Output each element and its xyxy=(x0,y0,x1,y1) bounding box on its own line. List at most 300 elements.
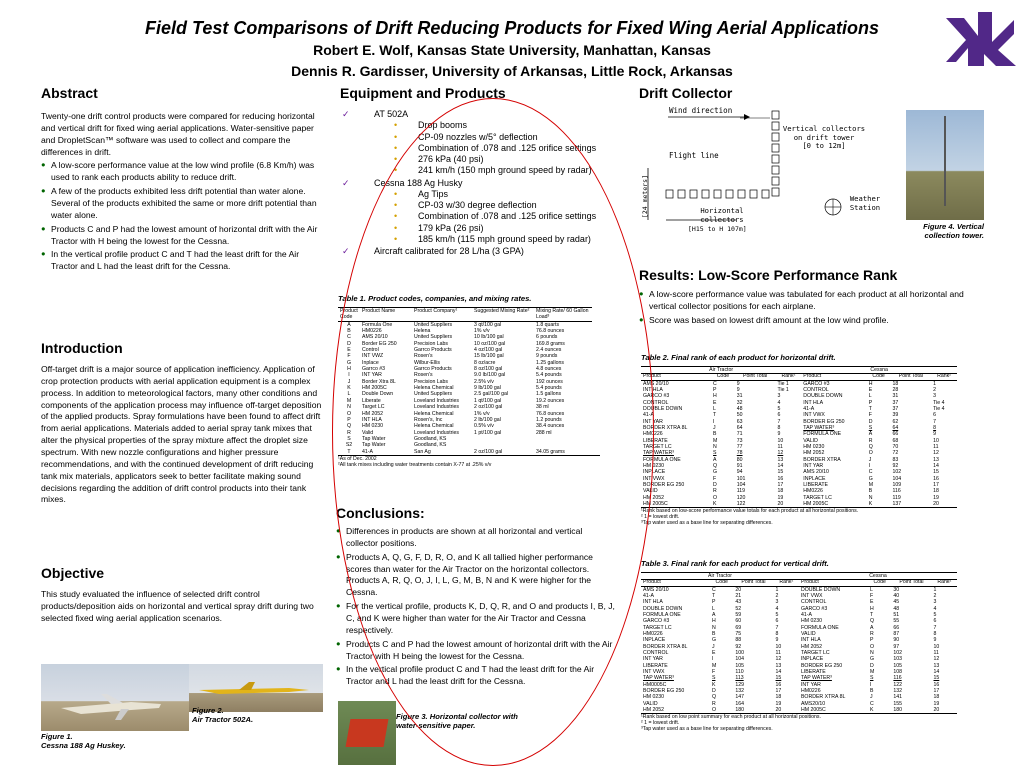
rank-cell: FORMULA ONE xyxy=(800,624,839,631)
rank-cell: 78 xyxy=(736,450,743,457)
table-1-cell: 34.05 grams xyxy=(536,448,565,455)
rank-cell: GARCO #3 xyxy=(643,618,670,625)
rank-cell: GARCO #3 xyxy=(800,605,828,612)
rank-cell: 4 xyxy=(777,399,781,406)
conclusions-bullets xyxy=(336,526,626,688)
rank-cell: P xyxy=(868,399,873,406)
rank-cell: 17 xyxy=(777,482,784,489)
rank-cell: 72 xyxy=(892,450,899,457)
rank-cell: B xyxy=(869,688,874,695)
table-1-cell: Border Xtra 8L xyxy=(362,378,396,385)
rank-cell: 15 xyxy=(933,469,939,476)
rank-cell: 155 xyxy=(893,700,903,707)
rank-cell: HM 0230 xyxy=(643,463,665,470)
university-logo-icon xyxy=(944,8,1016,70)
table-3-footnote: ² 1 = lowest drift. xyxy=(641,720,680,727)
horizontal-range-label: [H15 to H 107m] xyxy=(688,225,747,233)
table-1-header-cell: Product Name xyxy=(360,308,412,322)
rank-cell: R xyxy=(869,630,874,637)
rank-cell: 8 xyxy=(777,424,781,431)
table-1-section xyxy=(338,294,628,468)
vertical-collector-box xyxy=(772,155,779,163)
rank-cell: 75 xyxy=(735,630,742,637)
tower-label-line: Vertical collectors xyxy=(782,124,866,133)
rank-cell: 15 xyxy=(933,675,940,682)
table-1-cell: 10 lb/100 gal xyxy=(474,334,504,341)
rank-cell: INT VWX xyxy=(643,475,665,482)
abstract-bullets xyxy=(41,160,323,273)
rank-cell: 6 xyxy=(933,412,937,419)
rank-row xyxy=(641,586,957,593)
rank-cell: 113 xyxy=(735,675,744,682)
column-header-cell: Rank² xyxy=(775,374,801,380)
tower-label-line: on drift tower xyxy=(793,132,855,142)
table-1-cell: HM 2052 xyxy=(362,410,384,417)
table-1-cell: 6 pounds xyxy=(536,334,558,341)
rank-cell: 9 xyxy=(775,637,779,644)
abstract-bullet: ● Products C and P had the lowest amount of horizontal drift with the Air Tractor with H being the lowest for the Cessna. xyxy=(41,224,323,248)
horizontal-collector-box xyxy=(762,190,769,198)
rank-cell: 19 xyxy=(777,494,784,501)
table-1 xyxy=(338,307,592,455)
collector-plate xyxy=(346,719,389,747)
rank-cell: HM0226 xyxy=(643,431,663,438)
conclusions-heading: Conclusions: xyxy=(336,505,425,521)
table-1-cell: K xyxy=(347,385,351,392)
rank-cell: 41-A xyxy=(800,611,812,618)
rank-cell: O xyxy=(712,707,717,714)
rank-cell: 19 xyxy=(933,494,939,501)
table-1-cell: I xyxy=(348,372,350,379)
rank-cell: E xyxy=(869,599,874,606)
author-1-location: , Manhattan, Kansas xyxy=(575,42,711,58)
table-1-cell: 76.8 ounces xyxy=(536,328,565,335)
rank-cell: 9 xyxy=(933,637,937,644)
table-1-cell: 9.0 lb/100 gal xyxy=(474,372,506,379)
rank-table-body xyxy=(641,380,957,508)
results-section xyxy=(639,267,979,327)
table-1-cell: 4.8 ounces xyxy=(536,366,562,373)
table-2-section xyxy=(641,353,981,526)
rank-cell: 15 xyxy=(777,469,784,476)
table-1-cell: 2.5 gal/100 gal xyxy=(474,391,509,398)
rank-cell: E xyxy=(868,386,873,393)
rank-cell: AMS 20/10 xyxy=(643,586,669,593)
rank-cell: LIBERATE xyxy=(803,482,828,489)
rank-cell: D xyxy=(713,482,717,489)
rank-cell: 91 xyxy=(736,463,743,470)
table-1-cell: Precision Labs xyxy=(414,378,449,385)
rank-cell: 20 xyxy=(933,501,939,508)
rank-cell: 116 xyxy=(892,488,901,495)
rank-cell: 16 xyxy=(933,681,940,688)
rank-cell: T xyxy=(868,405,872,412)
rank-cell: HM 2005C xyxy=(803,501,829,508)
rank-cell: INPLACE xyxy=(643,469,666,476)
rank-cell: O xyxy=(869,643,875,650)
rank-cell: 102 xyxy=(892,469,902,476)
rank-cell: Q xyxy=(712,694,717,701)
rank-cell: BORDER EG 250 xyxy=(643,482,685,489)
table-1-cell: 38.4 ounces xyxy=(536,423,565,430)
rank-cell: 116 xyxy=(893,675,902,682)
rank-cell: 109 xyxy=(892,482,902,489)
column-header-cell: Rank² xyxy=(774,580,799,586)
rank-cell: B xyxy=(712,630,716,637)
rank-cell: 1 xyxy=(775,586,779,593)
rank-cell: 13 xyxy=(933,662,940,669)
results-bullets xyxy=(639,289,979,327)
rank-cell: 32 xyxy=(736,399,743,406)
abstract-bullet: ● A few of the products exhibited less drift potential than water alone. Several of the products exhibited the same or more drift potential than water alone. xyxy=(41,186,323,222)
rank-cell: A xyxy=(713,456,717,463)
table-1-cell: 8 oz/100 gal xyxy=(474,366,503,373)
rank-cell: 108 xyxy=(893,669,903,676)
rank-cell: 12 xyxy=(933,656,940,663)
table-1-cell: Garrco #3 xyxy=(362,366,386,373)
column-header-cell: Code xyxy=(867,374,891,380)
group-right-label: Cessna xyxy=(801,367,957,374)
equipment-subitem: • 179 kPa (26 psi) xyxy=(336,223,626,234)
vertical-collectors-label xyxy=(779,125,869,151)
results-bullet: ● A low-score performance value was tabulated for each product at all horizontal and vertical collector positions for each airplane. xyxy=(639,289,979,313)
rank-cell: 147 xyxy=(735,694,745,701)
rank-cell: 9 xyxy=(736,380,740,387)
table-1-cell: Loveland Industries xyxy=(414,397,459,404)
rank-cell: O xyxy=(713,494,718,501)
horizontal-collector-box xyxy=(738,190,745,198)
rank-cell: 2 xyxy=(775,592,779,599)
rank-cell: 60 xyxy=(735,618,742,625)
rank-cell: K xyxy=(869,707,874,714)
abstract-bullet: ● In the vertical profile product C and T had the least drift for the Air Tractor and L had the least drift for the Cessna. xyxy=(41,249,323,273)
rank-cell: T xyxy=(712,592,716,599)
rank-cell: 7 xyxy=(777,418,781,425)
rank-cell: 5 xyxy=(775,611,779,618)
horizontal-label-line: Horizontal xyxy=(700,206,744,215)
introduction-body: Off-target drift is a major source of application inefficiency. Application of crop protection products with aerial application equipment is a complex process. In addition to meteorological factors, many other conditions and components of the application process may influence off-target deposition of the applied products. Spray formulations have been found to affect drift from aerial applications. Materials added to aerial spray tank mixes that alter the physical properties of the spray mixture affect the droplet size spectrum. With new nozzle configurations and higher pressure recommendations, and with the continued development of drift reducing tank mix materials, applicators seek to better facilitate making sound decisions regarding the addition of drift control products into their tank mixes. xyxy=(41,364,322,505)
rank-cell: F xyxy=(869,592,874,599)
rank-cell: 10 xyxy=(933,437,939,444)
rank-cell: 11 xyxy=(777,443,783,450)
equipment-subitem: • 241 km/h (150 mph ground speed by radar) xyxy=(336,165,626,176)
table-2 xyxy=(641,366,957,508)
rank-cell: 31 xyxy=(892,393,899,400)
table-1-cell: O xyxy=(346,410,352,417)
table-1-cell: Border EG 250 xyxy=(362,340,397,347)
rank-cell: Q xyxy=(868,443,873,450)
rank-cell: INT HLA xyxy=(643,386,663,393)
rank-cell: CONTROL xyxy=(800,599,827,606)
rank-cell: 10 xyxy=(777,437,784,444)
rank-cell: 122 xyxy=(736,501,746,508)
table-1-cell: HM0226 xyxy=(362,328,382,335)
table-1-cell: HM 2005C xyxy=(362,385,387,392)
rank-cell: 104 xyxy=(736,482,746,489)
figure-4-text: collection tower. xyxy=(924,231,984,241)
rank-cell: BORDER EG 250 xyxy=(800,662,843,669)
rank-cell: 14 xyxy=(775,669,782,676)
rank-cell: 37 xyxy=(892,405,899,412)
table-1-header-row xyxy=(338,308,592,322)
table-1-cell: S2 xyxy=(345,442,353,449)
table-1-cell: B xyxy=(347,328,351,335)
results-bullet: ● Score was based on lowest drift amount at the low wind profile. xyxy=(639,315,979,327)
rank-cell: N xyxy=(868,494,873,501)
rank-cell: 14 xyxy=(933,669,940,676)
rank-cell: 18 xyxy=(775,694,782,701)
rank-cell: 18 xyxy=(933,694,940,701)
table-1-cell: P xyxy=(347,416,351,423)
figure-1-label: Figure 1. xyxy=(41,732,73,741)
table-1-cell: San Ag xyxy=(414,448,431,455)
table-1-cell: 1.25 gallons xyxy=(536,359,564,366)
rank-cell: 20 xyxy=(777,501,784,508)
table-1-header-cell: Product Company¹ xyxy=(412,308,472,322)
table-2-footnote: ¹Rank based on low-score performance value totals for each product at all horizontal positions. xyxy=(641,508,859,515)
table-1-cell: Tap Water xyxy=(362,442,386,449)
rank-cell: HM 2052 xyxy=(643,707,665,714)
rank-cell: L xyxy=(869,586,873,593)
rank-cell: A xyxy=(712,611,716,618)
table-3-caption: Table 3. Final rank for each product for vertical drift. xyxy=(641,559,829,568)
rank-cell: 40 xyxy=(893,592,900,599)
rank-cell: INT HLA xyxy=(800,637,821,644)
horizontal-collector-box xyxy=(702,190,709,198)
table-1-cell: C xyxy=(347,334,351,341)
column-header-cell: Product xyxy=(801,374,866,380)
rank-cell: CONTROL xyxy=(643,399,669,406)
rank-cell: A xyxy=(869,624,874,631)
rank-cell: 69 xyxy=(735,624,742,631)
column-header-cell: Point Total xyxy=(890,374,931,380)
rank-cell: P xyxy=(712,599,716,606)
rank-cell: N xyxy=(712,624,716,631)
rank-cell: 100 xyxy=(735,649,745,656)
rank-table-head xyxy=(641,367,957,381)
rank-cell: 64 xyxy=(736,424,743,431)
rank-cell: B xyxy=(713,431,717,438)
rank-cell: TARGET LC xyxy=(643,443,672,450)
rank-cell: 164 xyxy=(735,700,745,707)
column-header-cell: Code xyxy=(710,580,733,586)
rank-cell: 94 xyxy=(736,469,743,476)
table-1-header-cell: Mixing Rate/ 60 Gallon Load³ xyxy=(534,308,592,322)
equipment-subitem: • Drop booms xyxy=(336,120,626,131)
rank-cell: INT VWX xyxy=(800,592,823,599)
equipment-item: ✓ Cessna 188 Ag Husky xyxy=(336,178,626,189)
rank-cell: 16 xyxy=(933,475,939,482)
rank-cell: BORDER XTRA 8L xyxy=(800,694,846,701)
rank-cell: LIBERATE xyxy=(643,662,668,669)
rank-cell: 8 xyxy=(933,630,937,637)
objective-section xyxy=(41,565,323,625)
rank-cell: N xyxy=(713,443,717,450)
rank-cell: 30 xyxy=(893,586,900,593)
rank-cell: N xyxy=(869,649,874,656)
table-1-cell: 2 lb/100 gal xyxy=(474,416,501,423)
rank-cell: HM 0230 xyxy=(800,618,823,625)
rank-cell: 66 xyxy=(893,624,900,631)
table-1-cell: M xyxy=(346,397,352,404)
vertical-dimension-label: [24 meters] xyxy=(641,175,649,219)
drift-tower-photo xyxy=(906,110,984,220)
rank-cell: 20 xyxy=(735,586,742,593)
rank-cell: 64 xyxy=(892,424,899,431)
rank-cell: J xyxy=(712,643,715,650)
table-1-cell: Helena Chemical xyxy=(414,385,454,392)
rank-cell: 102 xyxy=(893,649,903,656)
rank-cell: I xyxy=(713,418,715,425)
table-1-cell: J xyxy=(347,378,351,385)
rank-cell: INT YAR xyxy=(643,418,663,425)
rank-cell: 15 xyxy=(775,675,782,682)
figure-4-caption xyxy=(894,222,984,240)
abstract-bullet: ● A low-score performance value at the low wind profile (6.8 Km/h) was used to rank each products ability to reduce drift. xyxy=(41,160,323,184)
author-1-name: Robert E. Wolf, Kansas State University xyxy=(313,42,576,58)
rank-cell: S xyxy=(713,450,717,457)
cessna-photo xyxy=(41,664,189,731)
rank-cell: BORDER EG 250 xyxy=(803,418,845,425)
rank-cell: INT YAR xyxy=(803,463,824,470)
table-1-cell: United Suppliers xyxy=(414,391,453,398)
rank-cell: P xyxy=(869,637,874,644)
table-1-cell: E xyxy=(347,347,351,354)
air-tractor-plane-icon xyxy=(189,664,323,712)
table-1-cell: 38 ml xyxy=(536,404,549,411)
horizontal-collectors-label xyxy=(692,207,752,224)
rank-cell: 17 xyxy=(775,688,782,695)
drift-collector-section xyxy=(639,85,839,101)
table-1-cell: Loveland Industries xyxy=(414,429,459,436)
table-1-footnote: ²All tank mixes including water treatments contain X-77 at .25% v/v xyxy=(338,461,492,468)
rank-cell: HM0226 xyxy=(800,688,821,695)
rank-cell: M xyxy=(869,669,875,676)
rank-cell: G xyxy=(713,469,718,476)
table-1-cell: Rosen's, Inc xyxy=(414,416,443,423)
rank-cell: K xyxy=(713,501,717,508)
rank-cell: BORDER XTRA 8L xyxy=(643,424,688,431)
rank-cell: 19 xyxy=(933,700,940,707)
rank-cell: VALID xyxy=(643,488,658,495)
rank-cell: 70 xyxy=(892,443,899,450)
rank-table-head xyxy=(641,573,957,587)
rank-cell: 37 xyxy=(892,399,899,406)
rank-cell: A xyxy=(868,431,873,438)
table-1-caption: Table 1. Product codes, companies, and mixing rates. xyxy=(338,294,532,303)
rank-cell: 51 xyxy=(893,611,900,618)
rank-cell: 105 xyxy=(893,662,903,669)
rank-cell: 2 xyxy=(933,592,937,599)
rank-cell: Tie 4 xyxy=(933,399,945,406)
rank-cell: 3 xyxy=(933,599,937,606)
rank-cell: 104 xyxy=(892,475,902,482)
table-1-cell: 169.8 grams xyxy=(536,340,565,347)
table-1-cell: 2.4 ounces xyxy=(536,347,562,354)
rank-cell: DOUBLE DOWN xyxy=(803,393,843,400)
column-header-cell: Rank² xyxy=(931,374,957,380)
rank-cell: 13 xyxy=(777,456,784,463)
rank-cell: Q xyxy=(869,618,875,625)
rank-cell: 83 xyxy=(892,456,899,463)
rank-cell: 14 xyxy=(933,463,939,470)
rank-cell: TAP WATER³ xyxy=(803,424,835,431)
rank-cell: BORDER XTRA xyxy=(803,456,841,463)
rank-cell: HM 2052 xyxy=(803,450,825,457)
table-1-cell: 5.4 pounds xyxy=(536,385,562,392)
rank-cell: INT VWX xyxy=(803,412,825,419)
rank-table-body xyxy=(641,586,957,714)
rank-cell: 18 xyxy=(777,488,784,495)
table-1-footnote: ¹As of Dec. 2002 xyxy=(338,455,377,462)
conclusion-bullet: ● Products C and P had the lowest amount of horizontal drift with the Air Tractor with H being the lowest for the Cessna. xyxy=(336,639,616,663)
equipment-subitem: • CP-09 nozzles w/5° deflection xyxy=(336,132,626,143)
rank-cell: AMS 20/10 xyxy=(803,469,829,476)
rank-cell: 68 xyxy=(892,437,899,444)
figure-2-caption xyxy=(192,706,253,724)
weather-station-label xyxy=(845,195,885,212)
figure-3-text: water-sensitive paper. xyxy=(396,721,476,731)
table-1-cell: S xyxy=(347,435,351,442)
rank-cell: CONTROL xyxy=(803,386,829,393)
rank-cell: T xyxy=(869,611,874,618)
rank-cell: 11 xyxy=(775,649,781,656)
column-header-cell: Point Total xyxy=(735,374,776,380)
rank-cell: 8 xyxy=(933,424,937,431)
table-1-cell: 288 ml xyxy=(536,429,552,436)
rank-cell: 63 xyxy=(736,418,743,425)
rank-cell: E xyxy=(713,399,717,406)
table-1-cell: Liberate xyxy=(362,397,381,404)
rank-cell: 4 xyxy=(775,605,779,612)
table-1-cell: 2 oz/100 gal xyxy=(474,448,503,455)
conclusion-bullet: ● Products A, Q, G, F, D, R, O, and K all tallied higher performance scores than water for the Air Tractor on the horizontal collectors. Products A, R, Q, O, J, I, L, G, M, B, N and K were higher for the Cessna. xyxy=(336,552,616,599)
rank-cell: 7 xyxy=(775,624,779,631)
rank-cell: 3 xyxy=(775,599,779,606)
equipment-subitem: • Combination of .078 and .125 orifice settings xyxy=(336,211,626,222)
rank-cell: 105 xyxy=(735,662,745,669)
vertical-collector-box xyxy=(772,144,779,152)
rank-cell: H xyxy=(868,380,873,387)
rank-cell: 9 xyxy=(777,431,781,438)
rank-cell: 1 xyxy=(933,380,937,387)
column-header-cell: Rank² xyxy=(932,580,958,586)
rank-cell: 52 xyxy=(735,605,742,612)
rank-cell: 119 xyxy=(736,488,746,495)
rank-cell: M xyxy=(713,437,718,444)
equipment-list xyxy=(336,109,626,257)
rank-cell: 2 xyxy=(933,386,937,393)
conclusion-bullet: ● For the vertical profile, products K, D, Q, R, and O and products I, B, J, C, and K were higher than water for the Air Tractor and Cessna respectively. xyxy=(336,601,616,637)
rank-row xyxy=(641,707,957,714)
rank-cell: T xyxy=(713,412,717,419)
rank-cell: 17 xyxy=(933,482,939,489)
rank-cell: HM 2005C xyxy=(800,707,826,714)
rank-cell: C xyxy=(869,700,874,707)
rank-cell: GARCO #3 xyxy=(643,393,670,400)
horizontal-collector-box xyxy=(714,190,721,198)
table-1-cell: Goodland, KS xyxy=(414,442,447,449)
table-1-cell: Helena Chemical xyxy=(414,423,454,430)
rank-cell: 48 xyxy=(893,605,900,612)
table-1-cell: 2 oz/100 gal xyxy=(474,404,503,411)
table-1-cell: H xyxy=(347,366,351,373)
author-1 xyxy=(60,42,964,58)
table-1-cell: F xyxy=(347,353,351,360)
rank-cell: HM 2052 xyxy=(643,494,665,501)
rank-cell: LIBERATE xyxy=(800,669,826,676)
rank-cell: 14 xyxy=(777,463,784,470)
